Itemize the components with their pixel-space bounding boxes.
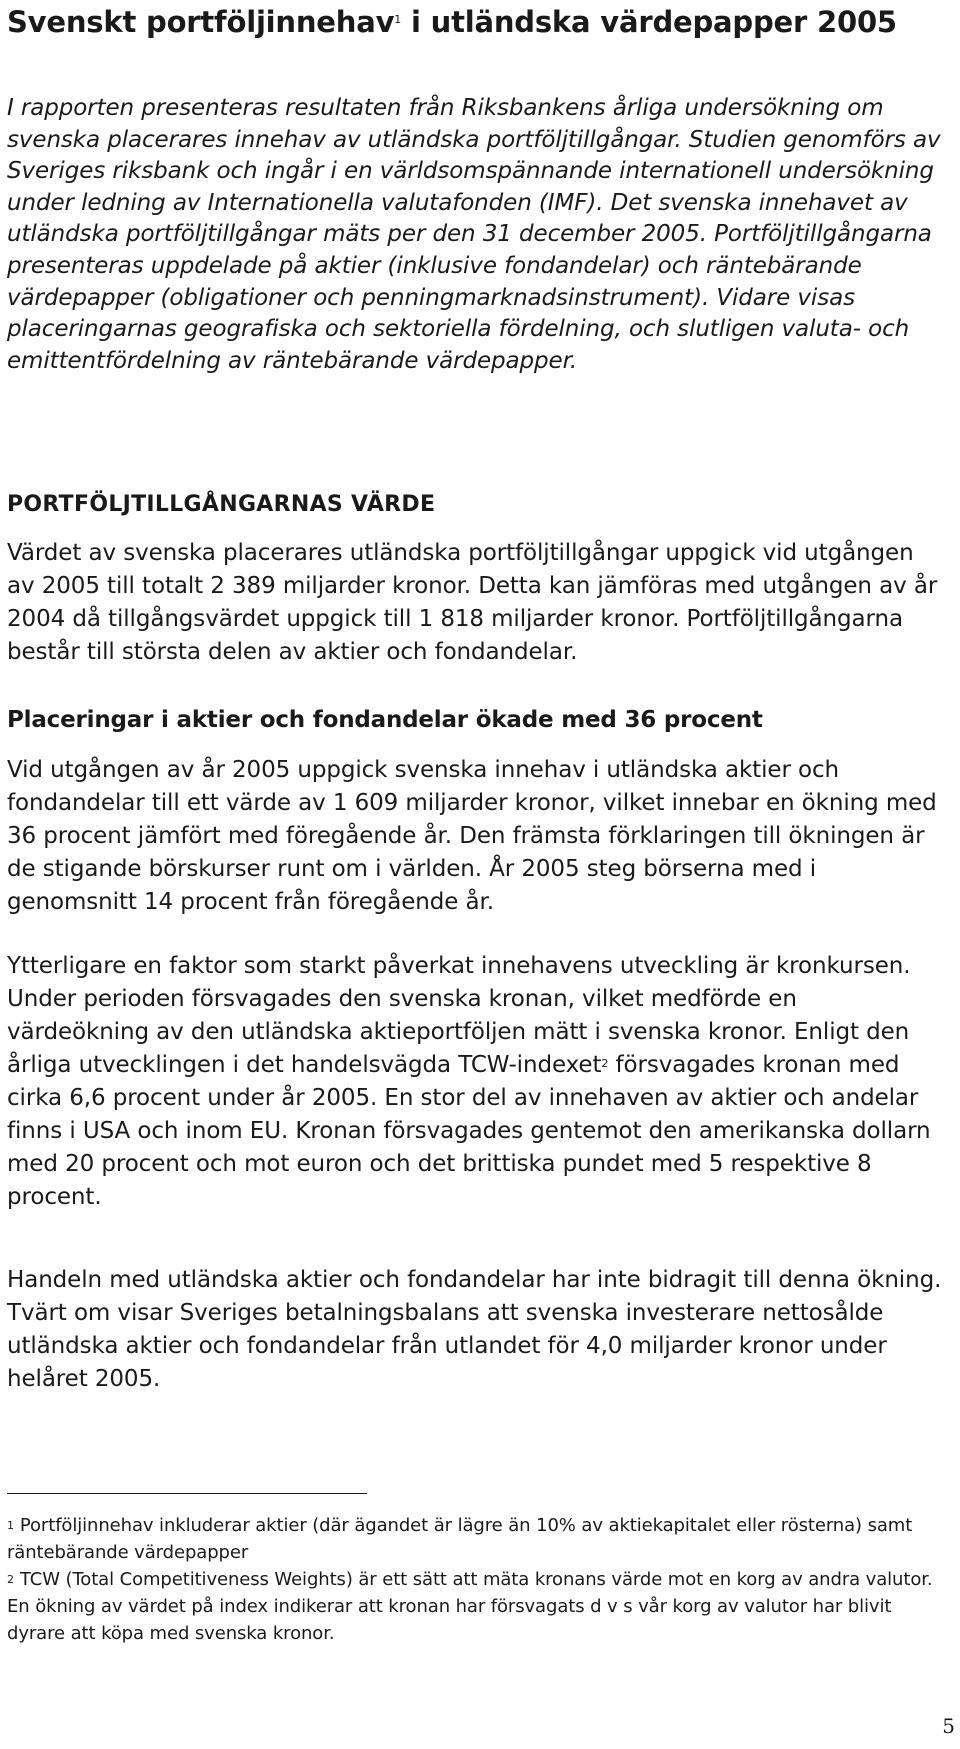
paragraph-krona-text-1: Ytterligare en faktor som starkt påverkat innehavens utveckling är kronkursen. Under perioden försvagades den svenska kronan, vilket medförde en värdeökning av den utländska aktieportföljen mätt i svenska kronor. Enligt den årliga utvecklingen i det handelsvägda TCW-indexet xyxy=(7,953,911,1078)
footnote-mark: 2 xyxy=(7,1573,14,1586)
footnote-text: Portföljinnehav inkluderar aktier (där ägandet är lägre än 10% av aktiekapitalet eller rösterna) samt räntebärande värdepapper xyxy=(7,1515,913,1563)
footnote-2 xyxy=(7,1566,942,1647)
sub-heading: Placeringar i aktier och fondandelar ökade med 36 procent xyxy=(7,707,763,733)
section-heading: PORTFÖLJTILLGÅNGARNAS VÄRDE xyxy=(7,492,436,517)
document-title xyxy=(7,2,897,42)
footnote-text: TCW (Total Competitiveness Weights) är ett sätt att mäta kronans värde mot en korg av andra valutor. En ökning av värdet på index indikerar att kronan har försvagats d v s vår korg av valutor har blivit dyrare att köpa med svenska kronor. xyxy=(7,1569,933,1644)
title-text: Svenskt portföljinnehav xyxy=(7,5,395,39)
paragraph-krona-exchange xyxy=(7,950,942,1214)
footnote-1 xyxy=(7,1512,942,1566)
footnote-divider xyxy=(7,1493,367,1494)
paragraph-krona-text-2: försvagades kronan med cirka 6,6 procent under år 2005. En stor del av innehaven av aktier och andelar finns i USA och inom EU. Kronan försvagades gentemot den amerikanska dollarn med 20 procent och mot euron och det brittiska pundet med 5 respektive 8 procent. xyxy=(7,1052,931,1210)
footnotes xyxy=(7,1512,942,1647)
title-footnote-ref: 1 xyxy=(394,13,402,26)
footnote-mark: 1 xyxy=(7,1519,14,1532)
tcw-footnote-ref: 2 xyxy=(601,1057,609,1070)
section-paragraph: Värdet av svenska placerares utländska portföljtillgångar uppgick vid utgången av 2005 till totalt 2 389 miljarder kronor. Detta kan jämföras med utgången av år 2004 då tillgångsvärdet uppgick till 1 818 miljarder kronor. Portföljtillgångarna består till största delen av aktier och fondandelar. xyxy=(7,540,938,665)
page-number: 5 xyxy=(942,1714,955,1738)
title-text-rest: i utländska värdepapper 2005 xyxy=(401,5,897,39)
paragraph-stocks-increase: Vid utgången av år 2005 uppgick svenska innehav i utländska aktier och fondandelar till ett värde av 1 609 miljarder kronor, vilket innebar en ökning med 36 procent jämfört med föregående år. Den främsta förklaringen till ökningen är de stigande börskurser runt om i världen. År 2005 steg börserna med i genomsnitt 14 procent från föregående år. xyxy=(7,757,937,915)
paragraph-trade: Handeln med utländska aktier och fondandelar har inte bidragit till denna ökning. Tvärt om visar Sveriges betalningsbalans att svenska investerare nettosålde utländska aktier och fondandelar från utlandet för 4,0 miljarder kronor under helåret 2005. xyxy=(7,1267,942,1392)
intro-paragraph: I rapporten presenteras resultaten från Riksbankens årliga undersökning om svenska placerares innehav av utländska portföljtillgångar. Studien genomförs av Sveriges riksbank och ingår i en världsomspännande internationell undersökning under ledning av Internationella valutafonden (IMF). Det svenska innehavet av utländska portföljtillgångar mäts per den 31 december 2005. Portföljtillgångarna presenteras uppdelade på aktier (inklusive fondandelar) och räntebärande värdepapper (obligationer och penningmarknadsinstrument). Vidare visas placeringarnas geografiska och sektoriella fördelning, och slutligen valuta- och emittentfördelning av räntebärande värdepapper. xyxy=(7,95,941,374)
